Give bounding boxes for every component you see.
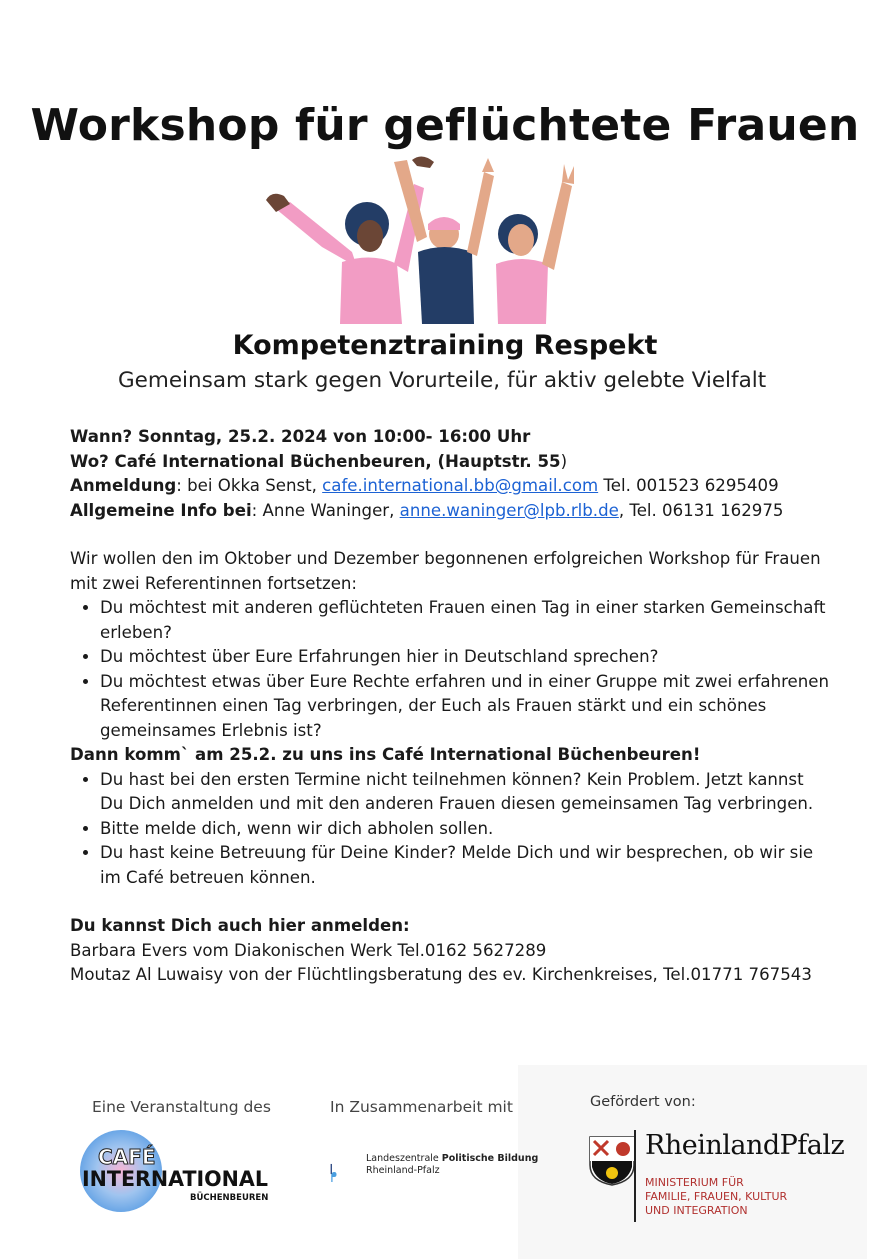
registration-text: : bei Okka Senst, bbox=[176, 476, 323, 495]
registration-line bbox=[70, 474, 830, 499]
list-item: • Du möchtest etwas über Eure Rechte erfahren und in einer Gruppe mit zwei erfahrenen Referentinnen einen Tag verbringen, der Euch als Frauen stärkt und ein schönes gemeinsames Erlebnis ist? bbox=[100, 670, 830, 744]
main-content bbox=[70, 425, 830, 988]
organizer-label: Eine Veranstaltung des bbox=[92, 1098, 271, 1116]
ministry-line1: MINISTERIUM FÜR bbox=[645, 1176, 744, 1189]
list-item: • Bitte melde dich, wenn wir dich abholen sollen. bbox=[100, 817, 830, 842]
cafe-logo-line3: BÜCHENBEUREN bbox=[190, 1193, 269, 1203]
list-item: • Du möchtest über Eure Erfahrungen hier in Deutschland sprechen? bbox=[100, 645, 830, 670]
call-to-action: Dann komm` am 25.2. zu uns ins Café International Büchenbeuren! bbox=[70, 745, 701, 764]
general-info-text: : Anne Waninger, bbox=[251, 500, 400, 520]
list-item: • Du hast bei den ersten Termine nicht teilnehmen können? Kein Problem. Jetzt kannst Du Dich anmelden und mit den anderen Frauen diesen gemeinsamen Tag verbringen. bbox=[100, 768, 830, 817]
women-celebrating-illustration bbox=[262, 152, 592, 324]
where-close: ) bbox=[560, 451, 568, 471]
cafe-international-logo bbox=[78, 1128, 273, 1214]
contact-1: Barbara Evers vom Diakonischen Werk Tel.0162 5627289 bbox=[70, 940, 547, 960]
also-register-heading: Du kannst Dich auch hier anmelden: bbox=[70, 916, 410, 935]
list-item: • Du möchtest mit anderen geflüchteten Frauen einen Tag in einer starken Gemeinschaft erleben? bbox=[100, 596, 830, 645]
ministry-line3: UND INTEGRATION bbox=[645, 1204, 748, 1217]
lpb-line1-bold: Politische Bildung bbox=[441, 1153, 539, 1164]
event-tagline: Gemeinsam stark gegen Vorurteile, für aktiv gelebte Vielfalt bbox=[118, 368, 767, 393]
registration-phone: Tel. 001523 6295409 bbox=[598, 476, 779, 495]
rlp-logo-name: RheinlandPfalz bbox=[645, 1130, 845, 1161]
page-title: Workshop für geflüchtete Frauen bbox=[30, 100, 860, 151]
general-info-phone: , Tel. 06131 162975 bbox=[618, 500, 784, 520]
registration-label: Anmeldung bbox=[70, 476, 177, 495]
lpb-logo-text bbox=[366, 1153, 538, 1177]
where-line bbox=[70, 450, 830, 475]
lpb-logo-mark bbox=[330, 1130, 370, 1216]
cafe-logo-line1: CAFÉ bbox=[98, 1145, 156, 1169]
sponsor-label: Gefördert von: bbox=[590, 1094, 696, 1110]
list-item: • Du hast keine Betreuung für Deine Kinder? Melde Dich und wir besprechen, ob wir sie im Café betreuen können. bbox=[100, 841, 830, 890]
partner-label: In Zusammenarbeit mit bbox=[330, 1098, 513, 1116]
rlp-divider bbox=[634, 1130, 636, 1222]
contact-2: Moutaz Al Luwaisy von der Flüchtlingsberatung des ev. Kirchenkreises, Tel.01771 767543 bbox=[70, 965, 812, 984]
lpb-line1: Landeszentrale bbox=[366, 1153, 442, 1164]
where-label: Wo? Café International Büchenbeuren, (Hauptstr. 55 bbox=[70, 451, 561, 471]
general-info-label: Allgemeine Info bei bbox=[70, 500, 252, 520]
cafe-logo-line2: INTERNATIONAL bbox=[82, 1167, 268, 1191]
event-subtitle: Kompetenztraining Respekt bbox=[232, 330, 658, 361]
registration-email-link[interactable]: cafe.international.bb@gmail.com bbox=[322, 476, 599, 495]
intro-paragraph: Wir wollen den im Oktober und Dezember begonnenen erfolgreichen Workshop für Frauen mit zwei Referentinnen fortsetzen: bbox=[70, 549, 821, 593]
lpb-line2: Rheinland-Pfalz bbox=[366, 1165, 440, 1176]
general-info-line bbox=[70, 499, 830, 524]
general-info-email-link[interactable]: anne.waninger@lpb.rlb.de bbox=[399, 500, 619, 520]
rlp-coat-of-arms-icon bbox=[588, 1135, 636, 1187]
ministry-line2: FAMILIE, FRAUEN, KULTUR bbox=[645, 1190, 788, 1203]
bullet-list-questions bbox=[70, 596, 830, 743]
rlp-ministry-text bbox=[645, 1176, 787, 1218]
when-line: Wann? Sonntag, 25.2. 2024 von 10:00- 16:00 Uhr bbox=[70, 427, 531, 446]
bullet-list-notes bbox=[70, 768, 830, 891]
